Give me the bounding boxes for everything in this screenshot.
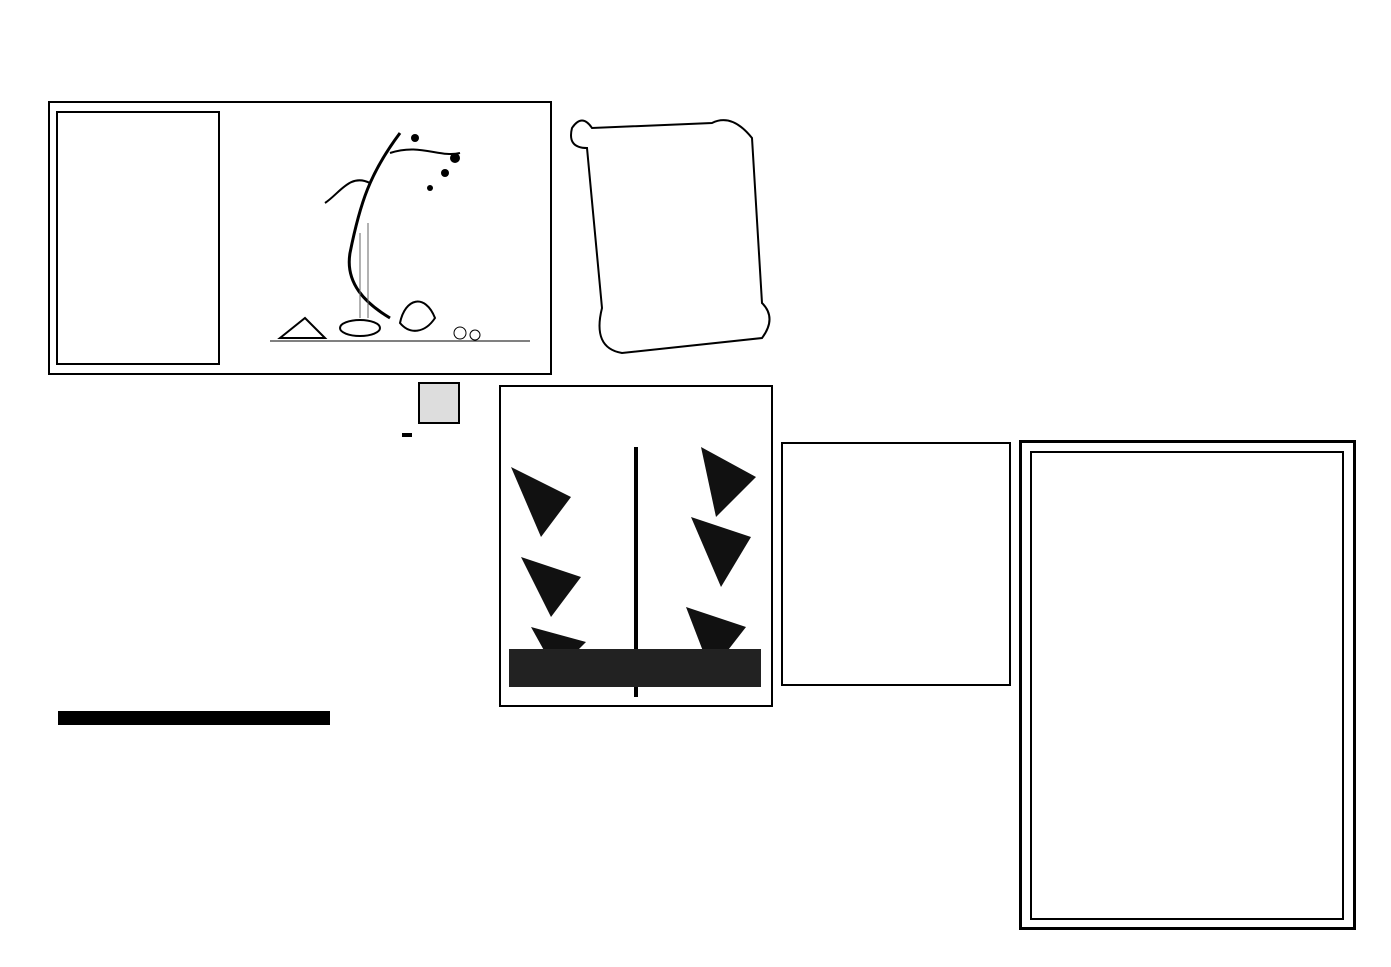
combo-animals: [783, 444, 1009, 684]
zodiac-panel: [499, 385, 773, 707]
combo-panel: [781, 442, 1011, 686]
barcode: [1295, 113, 1375, 143]
catch-wave-label: [402, 433, 412, 437]
tree-illustration: [250, 113, 540, 363]
number-trend-matrix: [332, 714, 1008, 920]
strategy-inner: [1030, 451, 1344, 920]
scroll-graphic: [562, 108, 777, 358]
results-header: [58, 711, 330, 725]
catch-wave-icon: [418, 382, 460, 424]
strategy-panel: [1019, 440, 1356, 930]
plant-illustration: [501, 387, 771, 705]
wave-picture-panel: [48, 101, 552, 375]
wave-box: [56, 111, 220, 365]
